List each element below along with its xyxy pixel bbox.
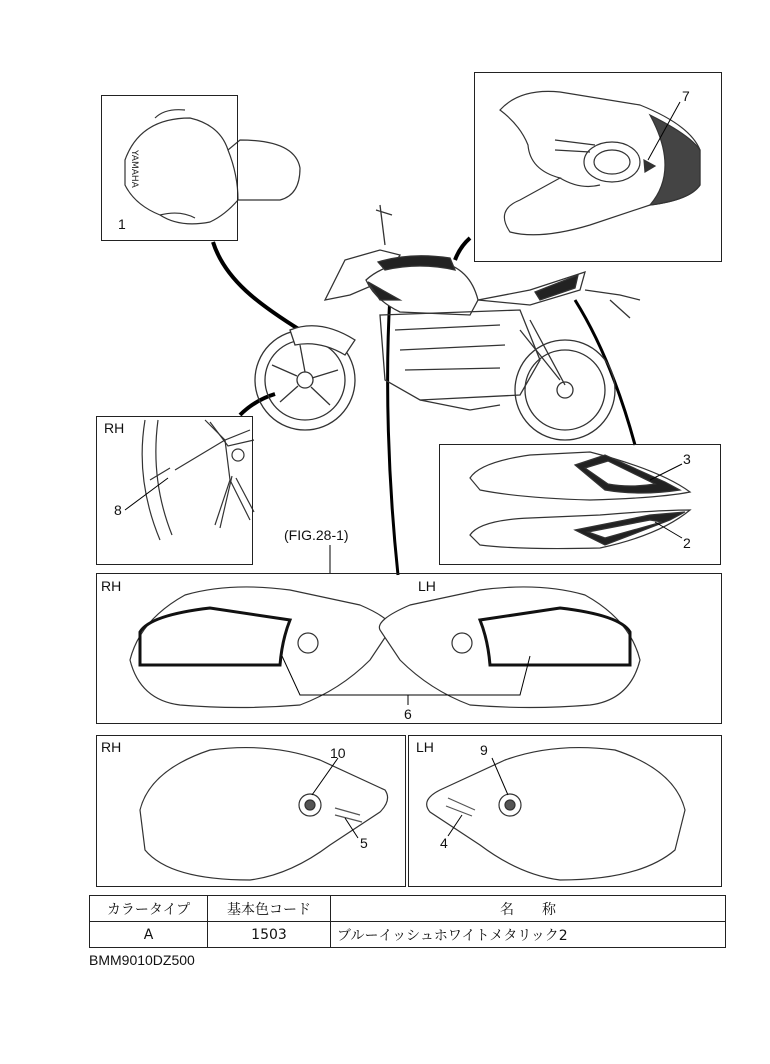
side-label-lh-tank: LH [418, 578, 436, 594]
leader-line-side-panel [575, 300, 635, 445]
leader-line-tank-side [388, 295, 398, 575]
detail-box-shroud-rh [96, 735, 406, 887]
detail-box-tank-side [96, 573, 722, 724]
drawing-code: BMM9010DZ500 [89, 952, 195, 968]
callout-5: 5 [360, 835, 368, 851]
detail-box-rear-panels [439, 444, 721, 565]
callout-3: 3 [683, 451, 691, 467]
table-header-row [90, 896, 726, 922]
color-table [89, 895, 726, 948]
side-label-lh-shroud: LH [416, 739, 434, 755]
figure-reference: (FIG.28-1) [284, 527, 349, 543]
callout-9: 9 [480, 742, 488, 758]
header-name: 名 称 [331, 896, 726, 922]
table-row [90, 922, 726, 948]
detail-box-shroud-lh [408, 735, 722, 887]
cell-color-type: A [90, 922, 208, 948]
callout-2: 2 [683, 535, 691, 551]
callout-10: 10 [330, 745, 346, 761]
callout-1: 1 [118, 216, 126, 232]
side-label-rh-shroud: RH [101, 739, 122, 755]
callout-4: 4 [440, 835, 448, 851]
callout-8: 8 [114, 502, 122, 518]
detail-box-wheel [96, 416, 253, 565]
callout-7: 7 [682, 88, 690, 104]
leader-line-front-fender [213, 242, 300, 330]
side-label-rh-wheel: RH [104, 420, 125, 436]
header-base-color-code: 基本色コード [208, 896, 331, 922]
header-color-type: カラータイプ [90, 896, 208, 922]
side-label-rh-tank: RH [101, 578, 122, 594]
cell-color-name: ブルーイッシュホワイトメタリック2 [331, 922, 726, 948]
cell-color-code: 1503 [208, 922, 331, 948]
callout-6: 6 [404, 706, 412, 722]
fender-logo: YAMAHA [129, 150, 139, 188]
leader-line-tank-top [455, 238, 470, 260]
